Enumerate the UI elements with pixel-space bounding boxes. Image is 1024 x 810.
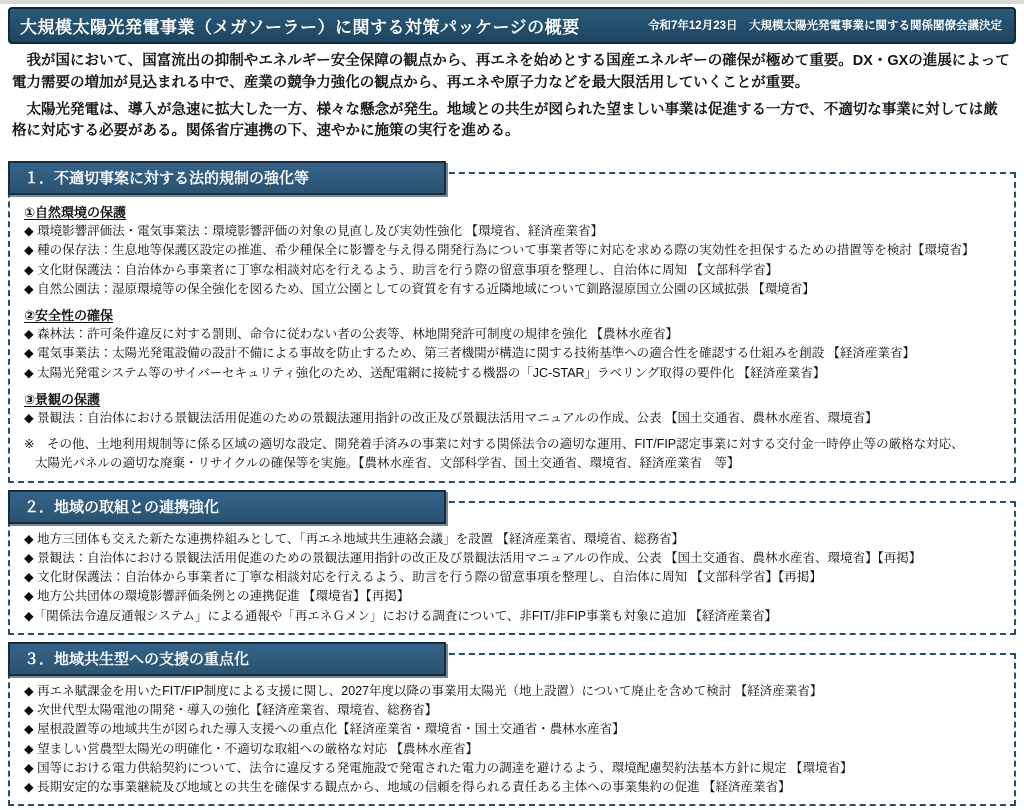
list-item: ◆ 森林法：許可条件違反に対する罰則、命令に従わない者の公表等、林地開発許可制度の規律を強化 【農林水産省】 [24,327,679,341]
list-item: ◆ 景観法：自治体における景観法活用促進のための景観法運用指針の改正及び景観法活用マニュアルの作成、公表 【国土交通省、農林水産省、環境省】 [24,410,878,425]
page-title: 大規模太陽光発電事業（メガソーラー）に関する対策パッケージの概要 [20,17,580,37]
list-item: ◆ 地方三団体も交えた新たな連携枠組みとして、「再エネ地域共生連絡会議」を設置 【経済産業省、環境省、総務省】 [24,531,685,546]
section-2-heading: ２．地域の取組との連携強化 [8,490,446,524]
list-item: ◆「関係法令違反通報システム」による通報や「再エネＧメン」における調査について、非FIT/非FIP事業も対象に追加 【経済産業省】 [24,608,778,623]
intro-summary [8,44,1016,154]
section-support-prioritization [8,642,1016,807]
subsection-safety [24,305,1002,382]
intro-paragraph-2: 太陽光発電は、導入が急速に拡大した一方、様々な懸念が発生。地域との共生が図られた望ましい事業は促進する一方で、不適切な事業に対しては厳格に対応する必要がある。関係省庁連携の下、速やかに施策の実行を進める。 [12,101,998,140]
note-line: 太陽光パネルの適切な廃棄・リサイクルの確保等を実施。【農林水産省、文部科学省、国土交通省、環境省、経済産業省 等】 [35,456,740,471]
subsection-landscape [24,389,1002,427]
document-page [0,4,1024,810]
list-item: ◆ 電気事業法：太陽光発電設備の設計不備による事故を防止するため、第三者機関が構造に関する技術基準への適合性を確認する仕組みを創設 【経済産業省】 [24,346,916,361]
decision-date-note: 令和7年12月23日 大規模太陽光発電事業に関する関係閣僚会議決定 [648,20,1002,32]
list-item: ◆ 文化財保護法：自治体から事業者に丁寧な相談対応を行えるよう、助言を行う際の留意事項を整理し、自治体に周知 【文部科学省】 [24,262,779,277]
list-item: ◆ 再エネ賦課金を用いたFIT/FIP制度による支援に関し、2027年度以降の事業用太陽光（地上設置）について廃止を含めて検討 【経済産業省】 [24,683,823,698]
intro-paragraph-1: 我が国において、国富流出の抑制やエネルギー安全保障の観点から、再エネを始めとする国産エネルギーの確保が極めて重要。DX・GXの進展によって電力需要の増加が見込まれる中で、産業の競争力強化の観点から、再エネや原子力などを最大限活用していくことが重要。 [12,53,1010,91]
subsection-nature-protection [24,202,1002,298]
list-item: ◆ 地方公共団体の環境影響評価条例との連携促進 【環境省】【再掲】 [24,589,410,604]
title-bar [8,7,1016,44]
subsection-heading: ②安全性の確保 [24,308,114,323]
list-item: ◆ 屋根設置等の地域共生が図られた導入支援への重点化【経済産業省・環境省・国土交通省・農林水産省】 [24,722,625,737]
list-item: ◆ 国等における電力供給契約について、法令に違反する発電施設で発電された電力の調達を避けるよう、環境配慮契約法基本方針に規定 【環境省】 [24,760,853,775]
section-legal-regulation [8,161,1016,483]
list-item: ◆ 望ましい営農型太陽光の明確化・不適切な取組への厳格な対応 【農林水産省】 [24,741,479,756]
note-line: ※ その他、土地利用規制等に係る区域の適切な設定、開発着手済みの事業に対する関係法令の適切な運用、FIT/FIP認定事業に対する交付金一時停止等の厳格な対応、 [24,437,964,451]
section-1-note [24,436,1002,473]
list-item: ◆ 文化財保護法：自治体から事業者に丁寧な相談対応を行えるよう、助言を行う際の留意事項を整理し、自治体に周知 【文部科学省】【再掲】 [24,570,822,584]
list-item: ◆ 景観法：自治体における景観法活用促進のための景観法運用指針の改正及び景観法活用マニュアルの作成、公表 【国土交通省、農林水産省、環境省】【再掲】 [24,550,922,565]
section-3-heading: ３．地域共生型への支援の重点化 [8,642,446,676]
subsection-heading: ③景観の保護 [24,391,101,407]
list-item: ◆ 種の保存法：生息地等保護区設定の推進、希少種保全に影響を与え得る開発行為について事業者等に対応を求める際の実効性を担保するための措置等を検討【環境省】 [24,243,975,258]
list-item: ◆ 太陽光発電システム等のサイバーセキュリティ強化のため、送配電網に接続する機器の「JC-STAR」ラベリング取得の要件化 【経済産業省】 [24,365,826,380]
list-item: ◆ 長期安定的な事業継続及び地域との共生を確保する観点から、地域の信頼を得られる責任ある主体への事業集約の促進 【経済産業省】 [24,780,791,794]
list-item: ◆ 次世代型太陽電池の開発・導入の強化【経済産業省、環境省、総務省】 [24,703,438,717]
section-1-body [8,172,1016,483]
section-regional-cooperation [8,490,1016,635]
section-3-body [8,653,1016,807]
section-1-heading: １．不適切事案に対する法的規制の強化等 [8,161,446,195]
list-item: ◆ 自然公園法：湿原環境等の保全強化を図るため、国立公園としての資質を有する近隣地域について釧路湿原国立公園の区域拡張 【環境省】 [24,281,815,296]
list-item: ◆ 環境影響評価法・電気事業法：環境影響評価の対象の見直し及び実効性強化 【環境省、経済産業省】 [24,224,604,238]
subsection-heading: ①自然環境の保護 [24,205,127,220]
